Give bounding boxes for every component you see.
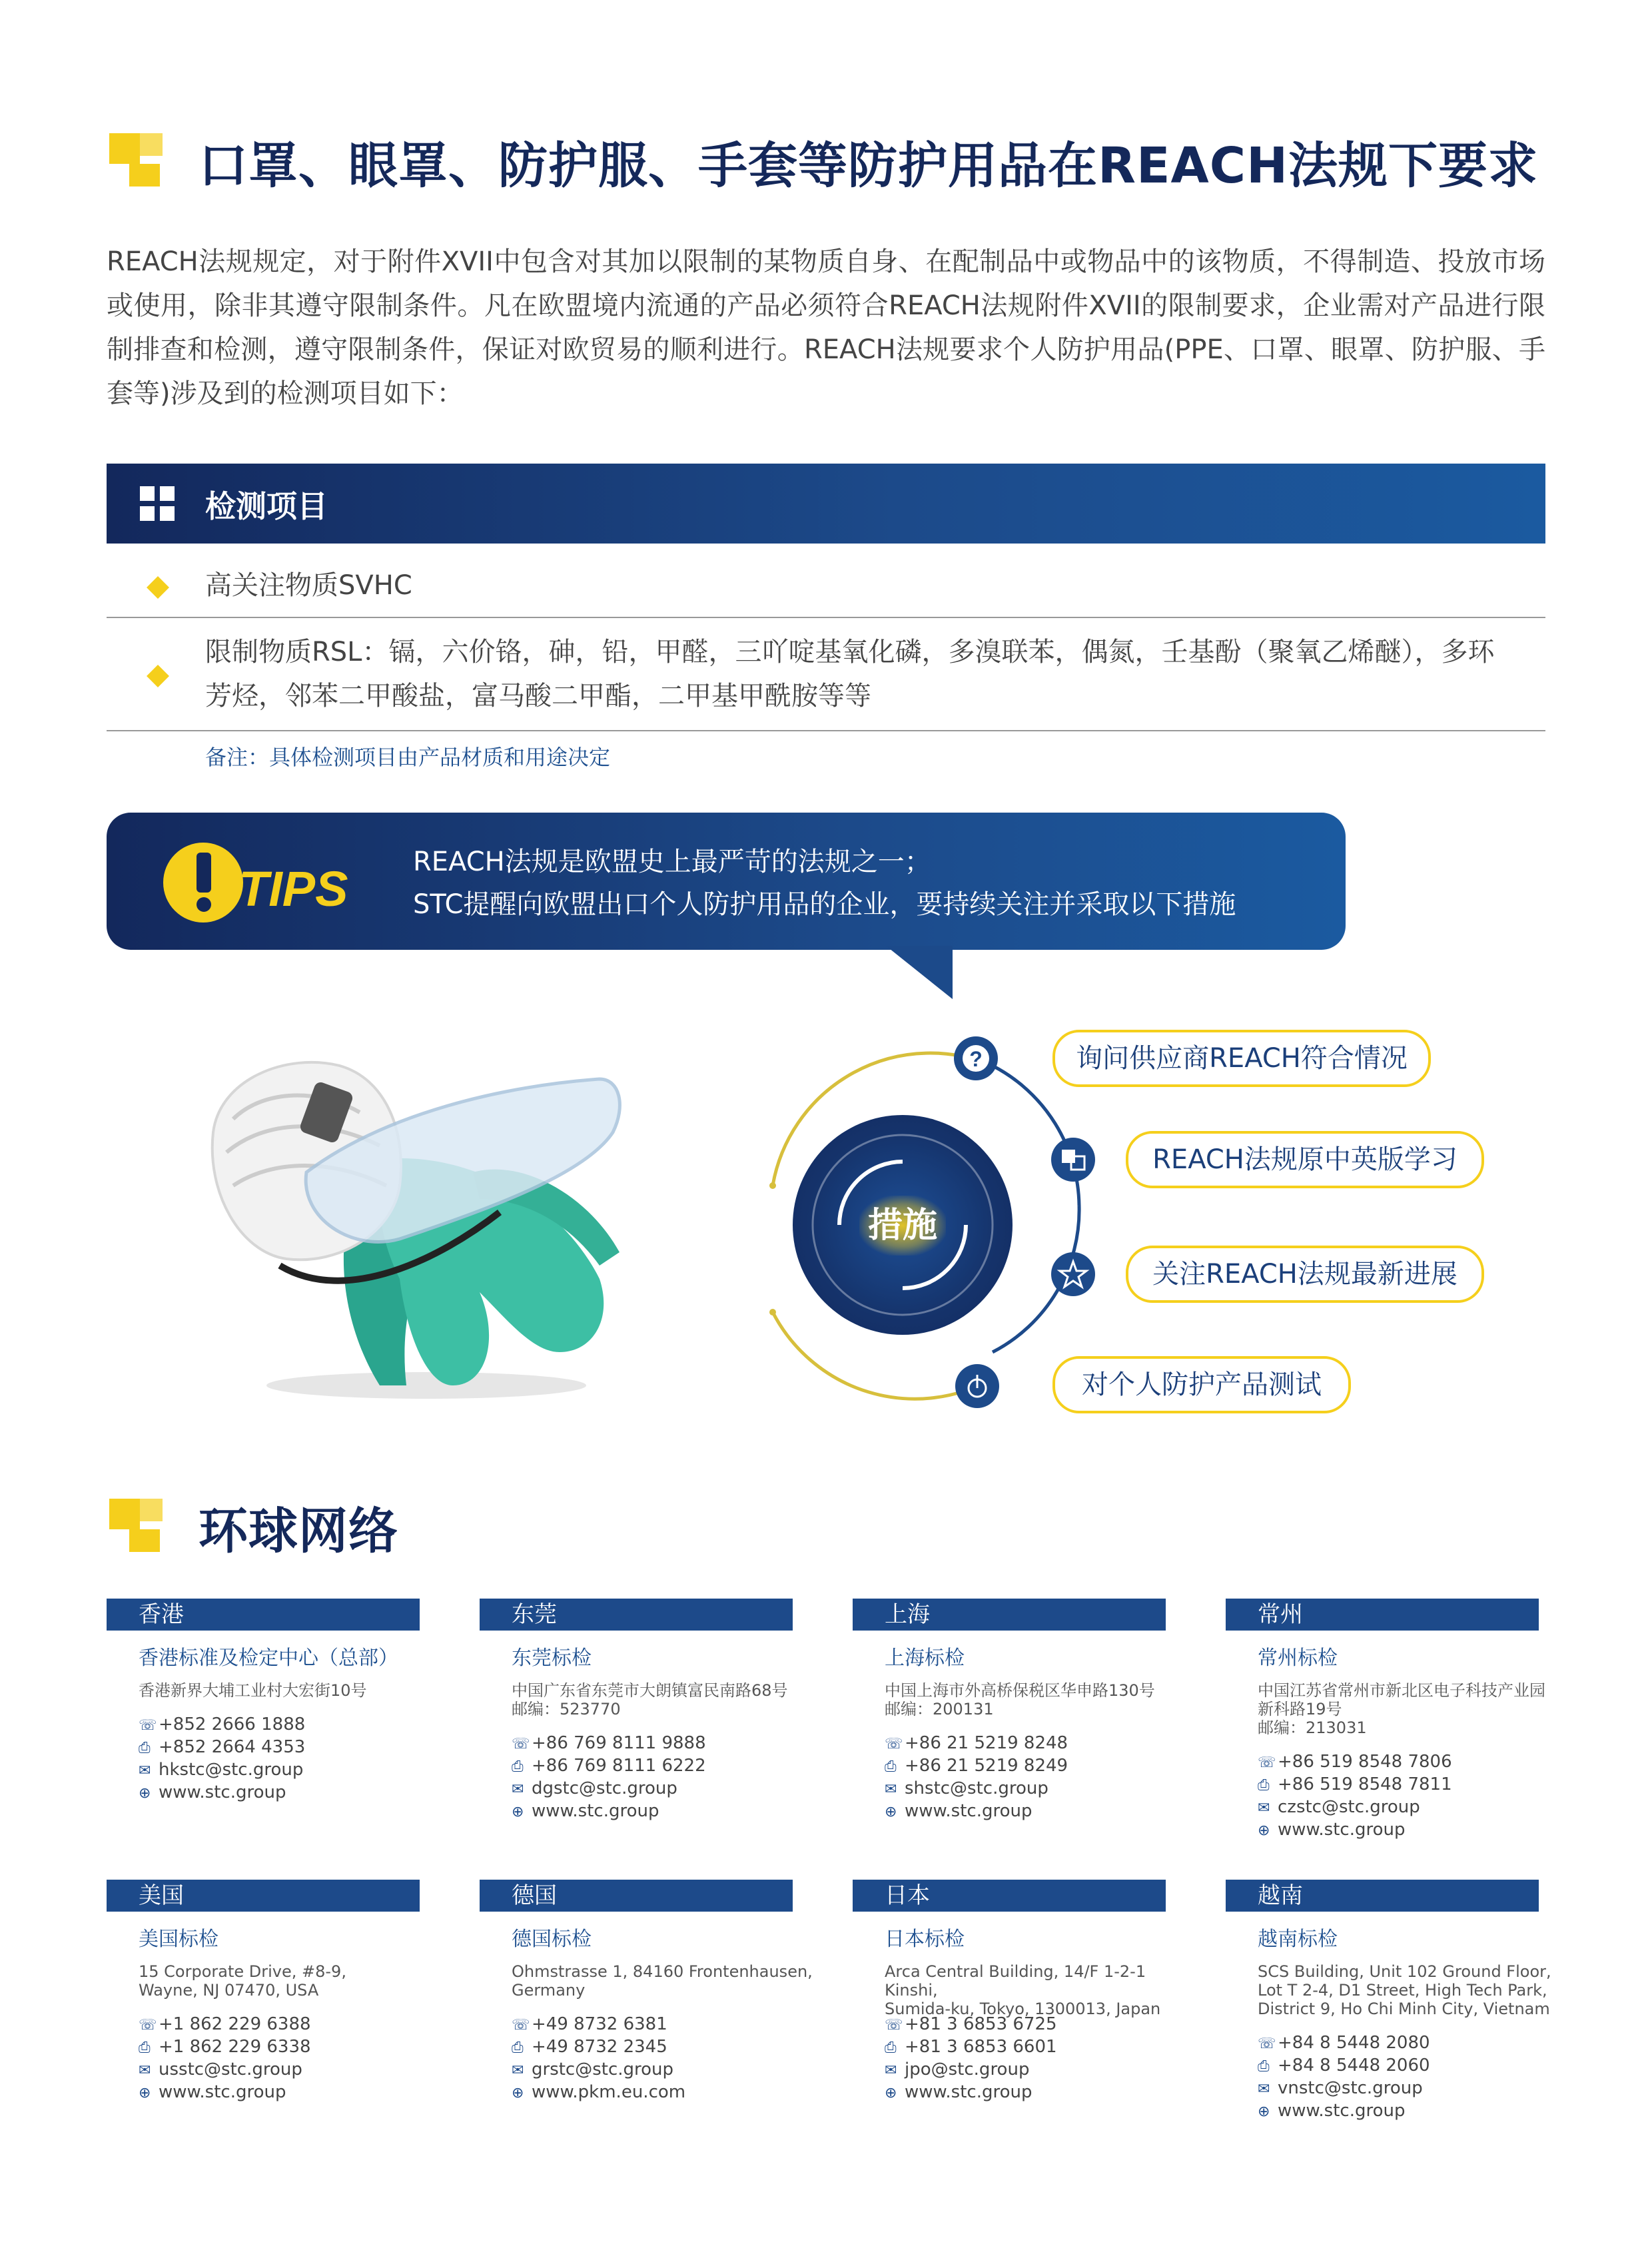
office-web-line[interactable] [512, 2082, 685, 2102]
office-web: www.pkm.eu.com [532, 2082, 686, 2102]
svg-text:?: ? [969, 1047, 983, 1071]
office-web-line[interactable] [139, 1782, 286, 1802]
office-phone-line [885, 1733, 1068, 1753]
office-phone-line [139, 1714, 305, 1734]
office-web-line[interactable] [512, 1801, 659, 1821]
test-icon [955, 1364, 999, 1408]
office-region: 日本 [885, 1882, 930, 1909]
globe-icon: ⊕ [1258, 2103, 1270, 2120]
office-phone: +86 769 8111 9888 [532, 1733, 706, 1753]
office-email: usstc@stc.group [159, 2059, 302, 2079]
phone-icon: ☏ [1258, 1754, 1276, 1771]
office-email-line[interactable] [885, 1778, 1048, 1798]
office-web: www.stc.group [1278, 2101, 1406, 2121]
office-web-line[interactable] [139, 2082, 286, 2102]
office-name: 越南标检 [1258, 1928, 1338, 1951]
translate-icon [1051, 1138, 1095, 1182]
row-text: 限制物质RSL：镉，六价铬，砷，铅，甲醛，三吖啶基氧化磷，多溴联苯，偶氮，壬基酚（聚氧乙烯醚），多环芳烃，邻苯二甲酸盐，富马酸二甲酯，二甲基甲酰胺等等 [205, 637, 1495, 711]
office-region: 东莞 [512, 1601, 557, 1628]
email-icon: ✉ [885, 2062, 897, 2079]
office-region-bar [853, 1880, 1166, 1912]
office-fax-line [1258, 1774, 1452, 1794]
office-web: www.stc.group [905, 1801, 1032, 1821]
office-web-line[interactable] [1258, 2101, 1405, 2121]
office-email: hkstc@stc.group [159, 1760, 304, 1780]
office-region: 常州 [1258, 1601, 1303, 1628]
globe-icon: ⊕ [1258, 1822, 1270, 1839]
phone-icon: ☏ [512, 2017, 530, 2034]
tips-line-1: REACH法规是欧盟史上最严苛的法规之一； [413, 847, 931, 877]
star-icon [1051, 1252, 1095, 1296]
office-web: www.stc.group [905, 2082, 1032, 2102]
email-icon: ✉ [512, 1781, 524, 1798]
fax-icon: ⎙ [139, 1740, 151, 1756]
office-email-line[interactable] [1258, 1797, 1420, 1817]
table-row [107, 619, 1545, 733]
office-fax-line [512, 1756, 706, 1776]
ppe-product-image [187, 1039, 653, 1412]
email-icon: ✉ [1258, 2081, 1270, 2097]
office-phone-line [139, 2014, 311, 2034]
office-web-line[interactable] [885, 1801, 1032, 1821]
office-phone: +86 21 5219 8248 [905, 1733, 1068, 1753]
office-email: czstc@stc.group [1278, 1797, 1420, 1817]
office-fax: +86 21 5219 8249 [905, 1756, 1068, 1776]
office-phone: +852 2666 1888 [159, 1714, 306, 1734]
office-fax: +1 862 229 6338 [159, 2037, 311, 2057]
divider [107, 617, 1545, 618]
office-name: 常州标检 [1258, 1647, 1338, 1670]
question-icon [954, 1036, 998, 1080]
diamond-bullet-icon [147, 576, 169, 599]
office-region-bar [107, 1880, 420, 1912]
office-email: shstc@stc.group [905, 1778, 1048, 1798]
office-name: 上海标检 [885, 1647, 965, 1670]
office-region: 美国 [139, 1882, 184, 1909]
office-fax: +86 519 8548 7811 [1278, 1774, 1452, 1794]
test-items-header [107, 464, 1545, 544]
fax-icon: ⎙ [512, 2040, 524, 2056]
fax-icon: ⎙ [512, 1758, 524, 1775]
office-region: 德国 [512, 1882, 557, 1909]
office-region-bar [480, 1880, 793, 1912]
office-address: 15 Corporate Drive, #8-9, Wayne, NJ 07470, USA [139, 1962, 346, 2000]
office-fax-line [885, 1756, 1068, 1776]
office-email-line[interactable] [512, 2059, 673, 2079]
office-web: www.stc.group [159, 2082, 286, 2102]
office-email-line[interactable] [1258, 2078, 1423, 2098]
office-fax-line [139, 2037, 311, 2057]
office-phone-line [512, 1733, 706, 1753]
office-email-line[interactable] [885, 2059, 1029, 2079]
office-fax: +84 8 5448 2060 [1278, 2055, 1430, 2075]
office-region: 上海 [885, 1601, 930, 1628]
globe-icon: ⊕ [885, 1804, 897, 1820]
fax-icon: ⎙ [885, 1758, 897, 1775]
section-title: 口罩、眼罩、防护服、手套等防护用品在REACH法规下要求 [199, 137, 1539, 194]
office-web: www.stc.group [159, 1782, 286, 1802]
office-email: jpo@stc.group [905, 2059, 1030, 2079]
table-header-label: 检测项目 [205, 488, 328, 524]
office-region-bar [107, 1599, 420, 1631]
phone-icon: ☏ [885, 1736, 903, 1752]
measures-center-label: 措施 [859, 1196, 946, 1256]
office-phone: +86 519 8548 7806 [1278, 1752, 1452, 1772]
measure-item: REACH法规原中英版学习 [1126, 1131, 1484, 1188]
office-fax-line [512, 2037, 667, 2057]
measure-item: 关注REACH法规最新进展 [1126, 1246, 1484, 1303]
office-address: 香港新界大埔工业村大宏街10号 [139, 1681, 367, 1700]
office-web-line[interactable] [1258, 1820, 1405, 1840]
office-fax: +81 3 6853 6601 [905, 2037, 1057, 2057]
office-phone-line [1258, 2033, 1430, 2053]
tips-logo-icon [160, 839, 360, 926]
tips-line-2: STC提醒向欧盟出口个人防护用品的企业，要持续关注并采取以下措施 [413, 889, 1236, 920]
office-phone: +1 862 229 6388 [159, 2014, 311, 2034]
office-fax-line [885, 2037, 1057, 2057]
office-address: 中国广东省东莞市大朗镇富民南路68号 邮编：523770 [512, 1681, 788, 1718]
office-phone-line [885, 2014, 1057, 2034]
email-icon: ✉ [139, 2062, 151, 2079]
office-fax: +49 8732 2345 [532, 2037, 667, 2057]
tips-banner [107, 813, 1346, 950]
table-row [107, 557, 1545, 617]
office-phone-line [512, 2014, 667, 2034]
divider [107, 730, 1545, 731]
tips-pointer [886, 946, 953, 999]
office-region-bar [853, 1599, 1166, 1631]
email-icon: ✉ [885, 1781, 897, 1798]
office-fax: +852 2664 4353 [159, 1737, 306, 1757]
office-email: vnstc@stc.group [1278, 2078, 1423, 2098]
office-region-bar [1226, 1880, 1539, 1912]
fax-icon: ⎙ [139, 2040, 151, 2056]
office-address: Ohmstrasse 1, 84160 Frontenhausen, Germany [512, 1962, 813, 2000]
section-title: 环球网络 [199, 1503, 398, 1560]
intro-paragraph: REACH法规规定，对于附件XVII中包含对其加以限制的某物质自身、在配制品中或物品中的该物质，不得制造、投放市场或使用，除非其遵守限制条件。凡在欧盟境内流通的产品必须符合REACH法规附件XVII的限制要求，企业需对产品进行限制排查和检测，遵守限制条件，保证对欧贸易的顺利进行。REACH法规要求个人防护用品(PPE、口罩、眼罩、防护服、手套等)涉及到的检测项目如下： [107, 246, 1545, 409]
office-name: 日本标检 [885, 1928, 965, 1951]
measure-item: 询问供应商REACH符合情况 [1052, 1030, 1431, 1087]
office-phone: +84 8 5448 2080 [1278, 2033, 1430, 2053]
email-icon: ✉ [139, 1762, 151, 1779]
office-name: 东莞标检 [512, 1647, 592, 1670]
office-address: Arca Central Building, 14/F 1-2-1 Kinshi, Sumida-ku, Tokyo, 1300013, Japan [885, 1962, 1161, 2018]
globe-icon: ⊕ [139, 2085, 151, 2101]
office-fax-line [1258, 2055, 1430, 2075]
office-web: www.stc.group [1278, 1820, 1406, 1840]
office-email: dgstc@stc.group [532, 1778, 677, 1798]
office-email: grstc@stc.group [532, 2059, 674, 2079]
office-email-line[interactable] [512, 1778, 677, 1798]
office-region: 香港 [139, 1601, 184, 1628]
globe-icon: ⊕ [139, 1785, 151, 1802]
tips-logo-text: TIPS [238, 861, 348, 917]
office-name: 香港标准及检定中心（总部） [139, 1647, 398, 1670]
globe-icon: ⊕ [512, 1804, 524, 1820]
office-web-line[interactable] [885, 2082, 1032, 2102]
phone-icon: ☏ [512, 1736, 530, 1752]
measure-item: 对个人防护产品测试 [1052, 1356, 1351, 1413]
section-mark-icon [109, 133, 163, 187]
office-region: 越南 [1258, 1882, 1303, 1909]
diamond-bullet-icon [147, 665, 169, 687]
office-name: 德国标检 [512, 1928, 592, 1951]
fax-icon: ⎙ [1258, 2058, 1270, 2075]
office-web: www.stc.group [532, 1801, 659, 1821]
office-address: 中国江苏省常州市新北区电子科技产业园 新科路19号 邮编：213031 [1258, 1681, 1545, 1737]
globe-icon: ⊕ [512, 2085, 524, 2101]
email-icon: ✉ [1258, 1800, 1270, 1816]
office-address: 中国上海市外高桥保税区华申路130号 邮编：200131 [885, 1681, 1155, 1718]
grid-icon [140, 486, 175, 521]
phone-icon: ☏ [885, 2017, 903, 2034]
table-note: 备注：具体检测项目由产品材质和用途决定 [205, 745, 611, 770]
office-phone-line [1258, 1752, 1452, 1772]
fax-icon: ⎙ [1258, 1777, 1270, 1794]
office-name: 美国标检 [139, 1928, 218, 1951]
phone-icon: ☏ [139, 1717, 157, 1734]
section-mark-icon [109, 1499, 163, 1552]
office-phone: +81 3 6853 6725 [905, 2014, 1057, 2034]
phone-icon: ☏ [139, 2017, 157, 2034]
office-email-line[interactable] [139, 1760, 303, 1780]
office-phone: +49 8732 6381 [532, 2014, 667, 2034]
phone-icon: ☏ [1258, 2036, 1276, 2052]
office-region-bar [1226, 1599, 1539, 1631]
email-icon: ✉ [512, 2062, 524, 2079]
office-fax-line [139, 1737, 305, 1757]
globe-icon: ⊕ [885, 2085, 897, 2101]
fax-icon: ⎙ [885, 2040, 897, 2056]
office-address: SCS Building, Unit 102 Ground Floor, Lot T 2-4, D1 Street, High Tech Park, District 9, Ho Chi Minh City, Vietnam [1258, 1962, 1551, 2018]
office-fax: +86 769 8111 6222 [532, 1756, 706, 1776]
office-email-line[interactable] [139, 2059, 302, 2079]
row-text: 高关注物质SVHC [205, 570, 412, 601]
office-region-bar [480, 1599, 793, 1631]
